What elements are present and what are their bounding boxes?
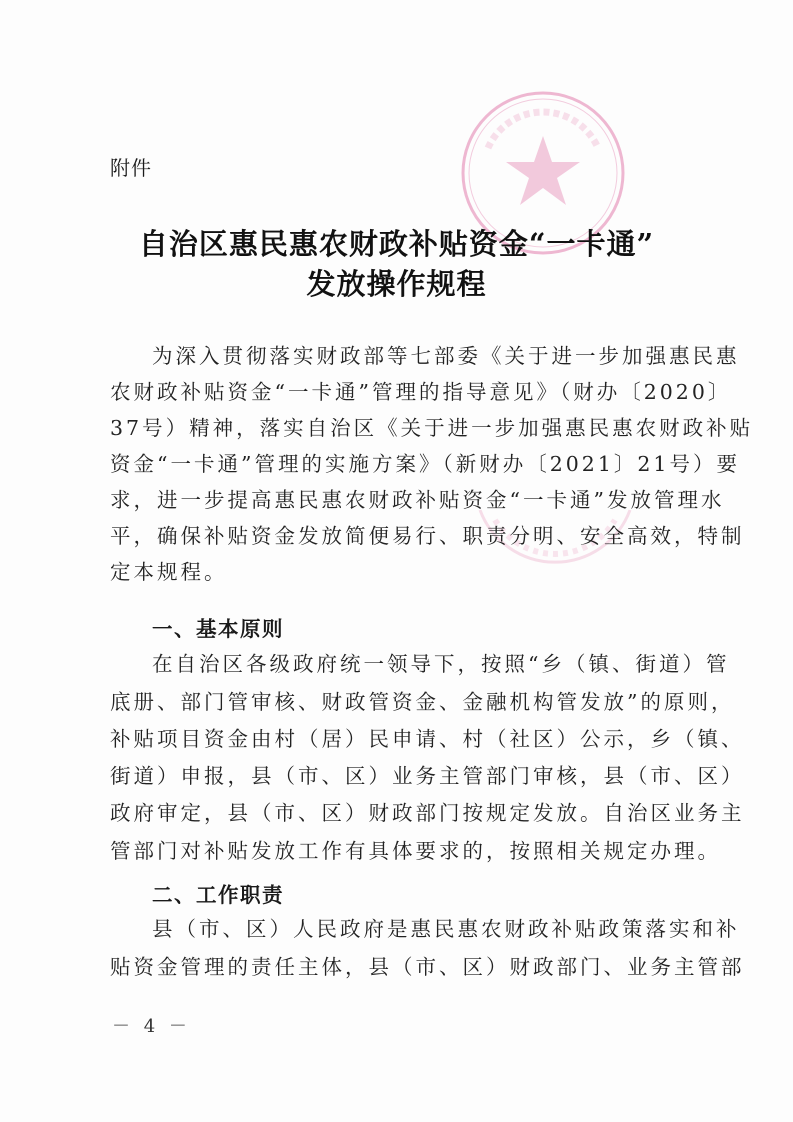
section2-line: 贴资金管理的责任主体，县（市、区）财政部门、业务主管部	[110, 955, 745, 979]
section1-line: 底册、部门管审核、财政管资金、金融机构管发放”的原则，	[110, 690, 735, 714]
intro-line: 定本规程。	[110, 560, 228, 584]
section1-line: 补贴项目资金由村（居）民申请、村（社区）公示，乡（镇、	[110, 727, 745, 751]
intro-line: 农财政补贴资金“一卡通”管理的指导意见》（财办〔2020〕	[110, 380, 732, 404]
section1-line: 管部门对补贴发放工作有具体要求的，按照相关规定办理。	[110, 839, 721, 863]
section1-line: 街道）申报，县（市、区）业务主管部门审核，县（市、区）	[110, 764, 745, 788]
intro-line: 37号）精神，落实自治区《关于进一步加强惠民惠农财政补贴	[110, 416, 754, 440]
intro-line: 平，确保补贴资金发放简便易行、职责分明、安全高效，特制	[110, 524, 745, 548]
intro-line: 为深入贯彻落实财政部等七部委《关于进一步加强惠民惠	[152, 344, 740, 368]
intro-line: 资金“一卡通”管理的实施方案》（新财办〔2021〕21号）要	[110, 452, 740, 476]
intro-line: 求，进一步提高惠民惠农财政补贴资金“一卡通”发放管理水	[110, 488, 725, 512]
section1-line: 在自治区各级政府统一领导下，按照“乡（镇、街道）管	[152, 652, 730, 676]
section1-line: 政府审定，县（市、区）财政部门按规定发放。自治区业务主	[110, 801, 745, 825]
document-title-line2: 发放操作规程	[306, 267, 487, 301]
document-title-line1: 自治区惠民惠农财政补贴资金“一卡通”	[138, 227, 655, 261]
attachment-label: 附件	[110, 156, 152, 180]
page-number: － 4 －	[112, 1016, 191, 1037]
section-heading: 一、基本原则	[152, 617, 284, 641]
section-heading: 二、工作职责	[152, 883, 284, 907]
section2-line: 县（市、区）人民政府是惠民惠农财政补贴政策落实和补	[152, 917, 740, 941]
